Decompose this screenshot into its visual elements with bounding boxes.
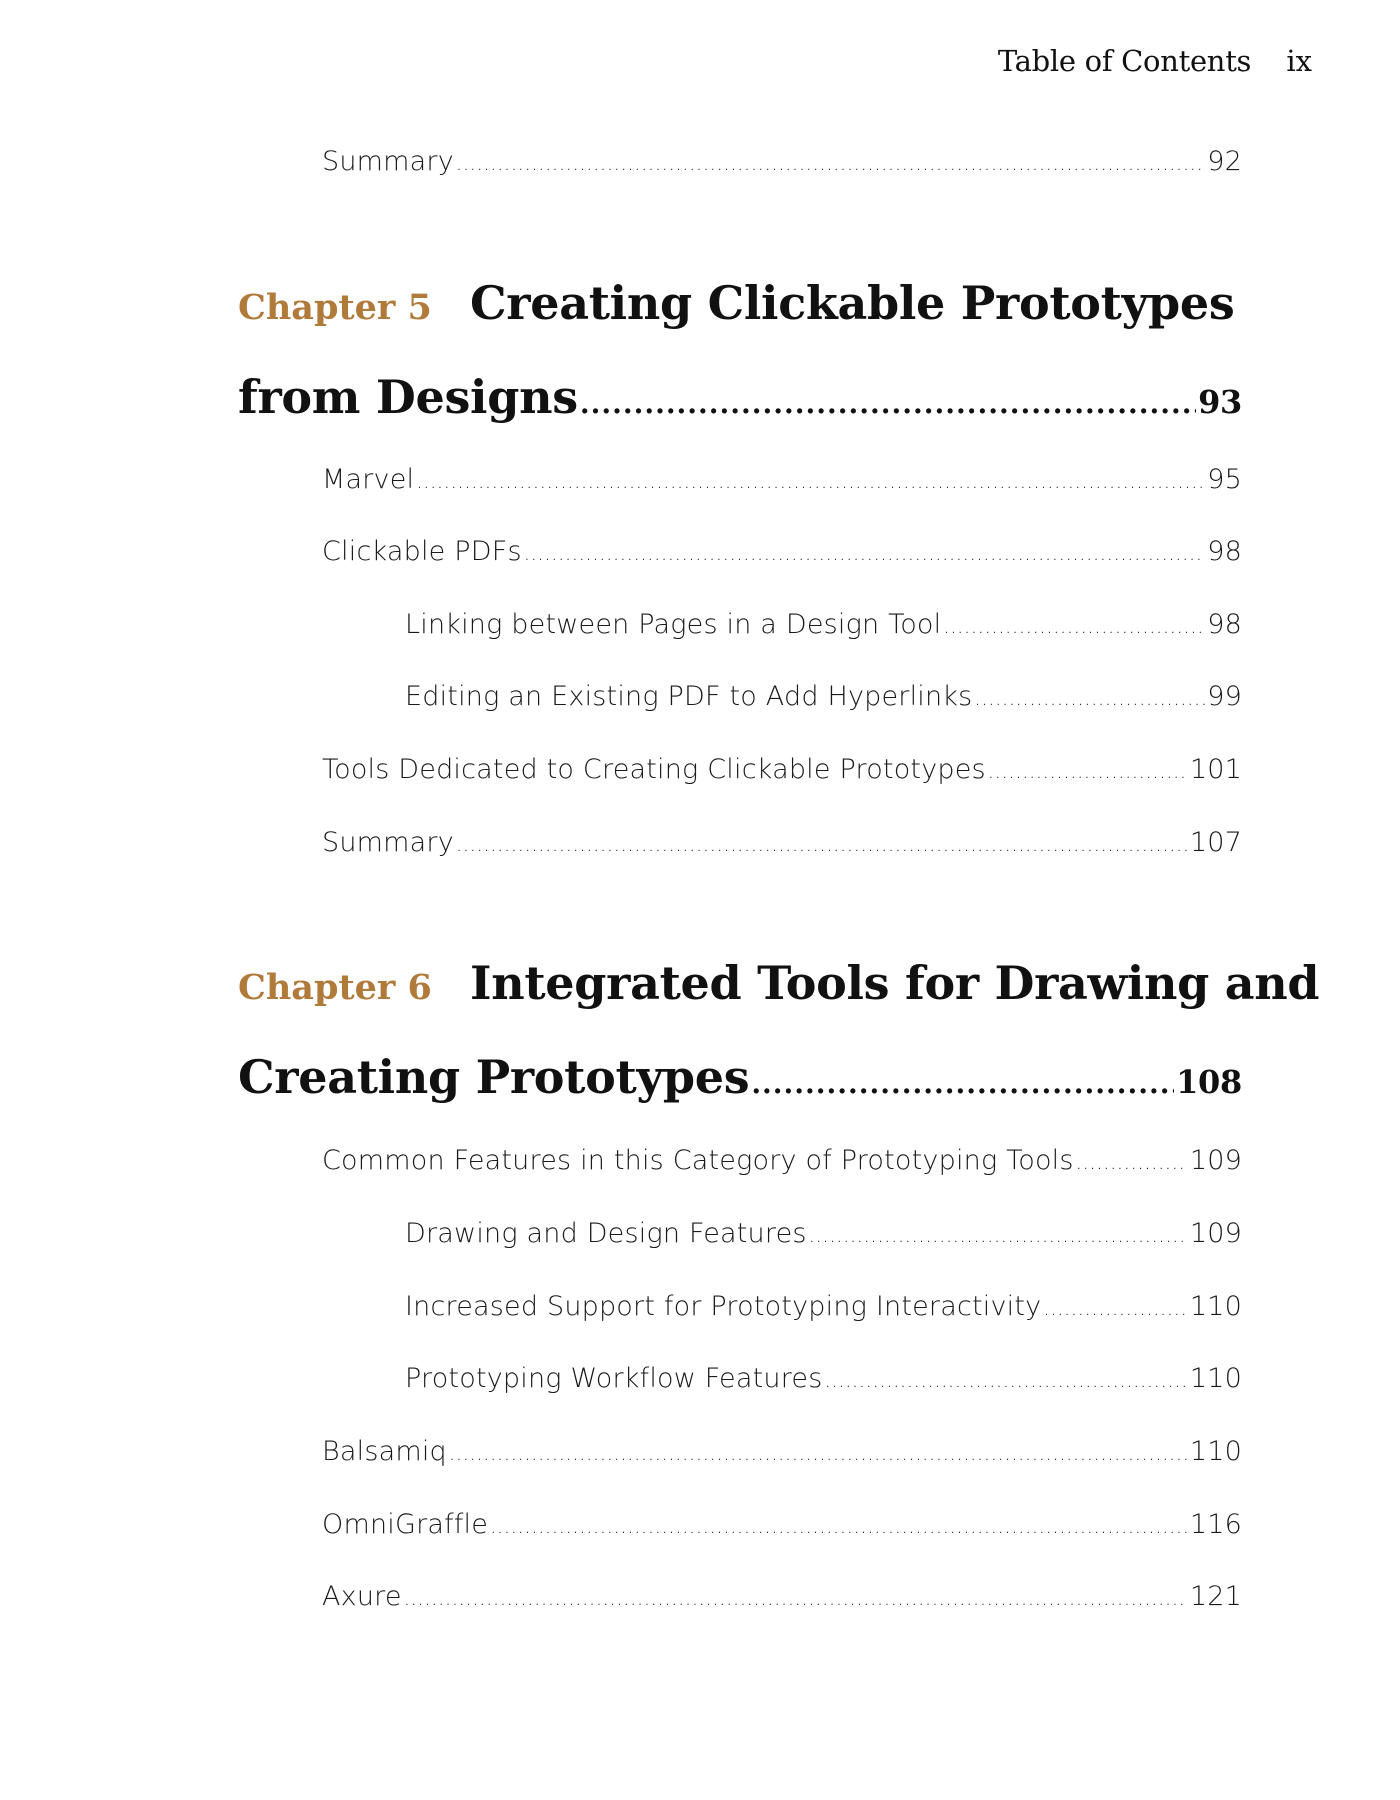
- dot-leader: [751, 1067, 1174, 1100]
- running-header: [998, 44, 1312, 78]
- toc-entry-drawing-design-features[interactable]: [405, 1218, 1242, 1258]
- dot-leader: [943, 614, 1205, 638]
- dot-leader: [404, 1586, 1188, 1610]
- chapter-6-title-line1: Integrated Tools for Drawing and: [470, 956, 1320, 1010]
- chapter-6-title-line2: Creating Prototypes: [238, 1050, 750, 1104]
- chapter-5-title-entry[interactable]: [238, 370, 1242, 424]
- toc-entry-page: 116: [1189, 1509, 1242, 1540]
- dot-leader: [524, 541, 1206, 565]
- dot-leader: [809, 1223, 1188, 1247]
- toc-entry-page: 110: [1189, 1363, 1242, 1394]
- chapter-5-label: Chapter 5: [238, 287, 432, 328]
- toc-entry-workflow-features[interactable]: [405, 1363, 1242, 1403]
- toc-entry-label: Tools Dedicated to Creating Clickable Prototypes: [322, 754, 986, 785]
- toc-entry-page: 110: [1189, 1291, 1242, 1322]
- toc-entry-summary-ch5[interactable]: [322, 827, 1242, 867]
- toc-entry-label: Drawing and Design Features: [405, 1218, 807, 1249]
- toc-entry-marvel[interactable]: [322, 464, 1242, 504]
- dot-leader: [416, 469, 1205, 493]
- toc-entry-label: Balsamiq: [322, 1436, 447, 1467]
- toc-entry-omnigraffle[interactable]: [322, 1509, 1242, 1549]
- header-title: Table of Contents: [997, 44, 1252, 78]
- toc-entry-label: Linking between Pages in a Design Tool: [405, 609, 942, 640]
- toc-entry-balsamiq[interactable]: [322, 1436, 1242, 1476]
- dot-leader: [825, 1368, 1188, 1392]
- dot-leader: [1076, 1150, 1188, 1174]
- toc-entry-summary-ch4[interactable]: [322, 146, 1242, 186]
- toc-entry-linking-between-pages[interactable]: [405, 609, 1242, 649]
- toc-entry-clickable-pdfs[interactable]: [322, 536, 1242, 576]
- toc-entry-page: 92: [1207, 146, 1242, 177]
- toc-entry-label: Marvel: [322, 464, 415, 495]
- toc-entry-editing-existing-pdf[interactable]: [405, 681, 1242, 721]
- toc-entry-page: 99: [1207, 681, 1242, 712]
- dot-leader: [974, 686, 1205, 710]
- chapter-6-page: 108: [1176, 1063, 1242, 1101]
- toc-entry-page: 121: [1189, 1581, 1242, 1612]
- toc-entry-label: Prototyping Workflow Features: [405, 1363, 823, 1394]
- toc-entry-page: 107: [1189, 827, 1242, 858]
- toc-entry-common-features[interactable]: [322, 1145, 1242, 1185]
- toc-entry-axure[interactable]: [322, 1581, 1242, 1621]
- dot-leader: [456, 151, 1205, 175]
- dot-leader: [988, 759, 1188, 783]
- toc-entry-page: 109: [1189, 1145, 1242, 1176]
- chapter-6-label: Chapter 6: [238, 967, 432, 1008]
- chapter-5-title-line1: Creating Clickable Prototypes: [470, 276, 1235, 330]
- toc-entry-page: 109: [1189, 1218, 1242, 1249]
- toc-entry-label: Summary: [322, 827, 454, 858]
- toc-entry-label: Increased Support for Prototyping Interactivity: [405, 1291, 1042, 1322]
- toc-entry-page: 110: [1189, 1436, 1242, 1467]
- toc-entry-page: 95: [1207, 464, 1242, 495]
- toc-entry-page: 101: [1189, 754, 1242, 785]
- chapter-5-page: 93: [1198, 383, 1242, 421]
- toc-entry-page: 98: [1207, 536, 1242, 567]
- toc-entry-dedicated-tools[interactable]: [322, 754, 1242, 794]
- chapter-5-title-line2: from Designs: [238, 370, 578, 424]
- dot-leader: [449, 1441, 1188, 1465]
- dot-leader: [490, 1514, 1188, 1538]
- toc-entry-label: Editing an Existing PDF to Add Hyperlinks: [405, 681, 973, 712]
- toc-entry-page: 98: [1207, 609, 1242, 640]
- toc-entry-label: Clickable PDFs: [322, 536, 522, 567]
- toc-entry-label: Axure: [322, 1581, 402, 1612]
- dot-leader: [580, 387, 1196, 420]
- chapter-5-heading[interactable]: [238, 276, 1234, 330]
- header-page-number: ix: [1286, 44, 1312, 78]
- toc-entry-increased-support[interactable]: [405, 1291, 1242, 1331]
- chapter-6-heading[interactable]: [238, 956, 1319, 1010]
- chapter-6-title-entry[interactable]: [238, 1050, 1242, 1104]
- toc-entry-label: Common Features in this Category of Prototyping Tools: [322, 1145, 1074, 1176]
- dot-leader: [1043, 1296, 1188, 1320]
- toc-entry-label: OmniGraffle: [322, 1509, 489, 1540]
- toc-entry-label: Summary: [322, 146, 454, 177]
- dot-leader: [456, 832, 1188, 856]
